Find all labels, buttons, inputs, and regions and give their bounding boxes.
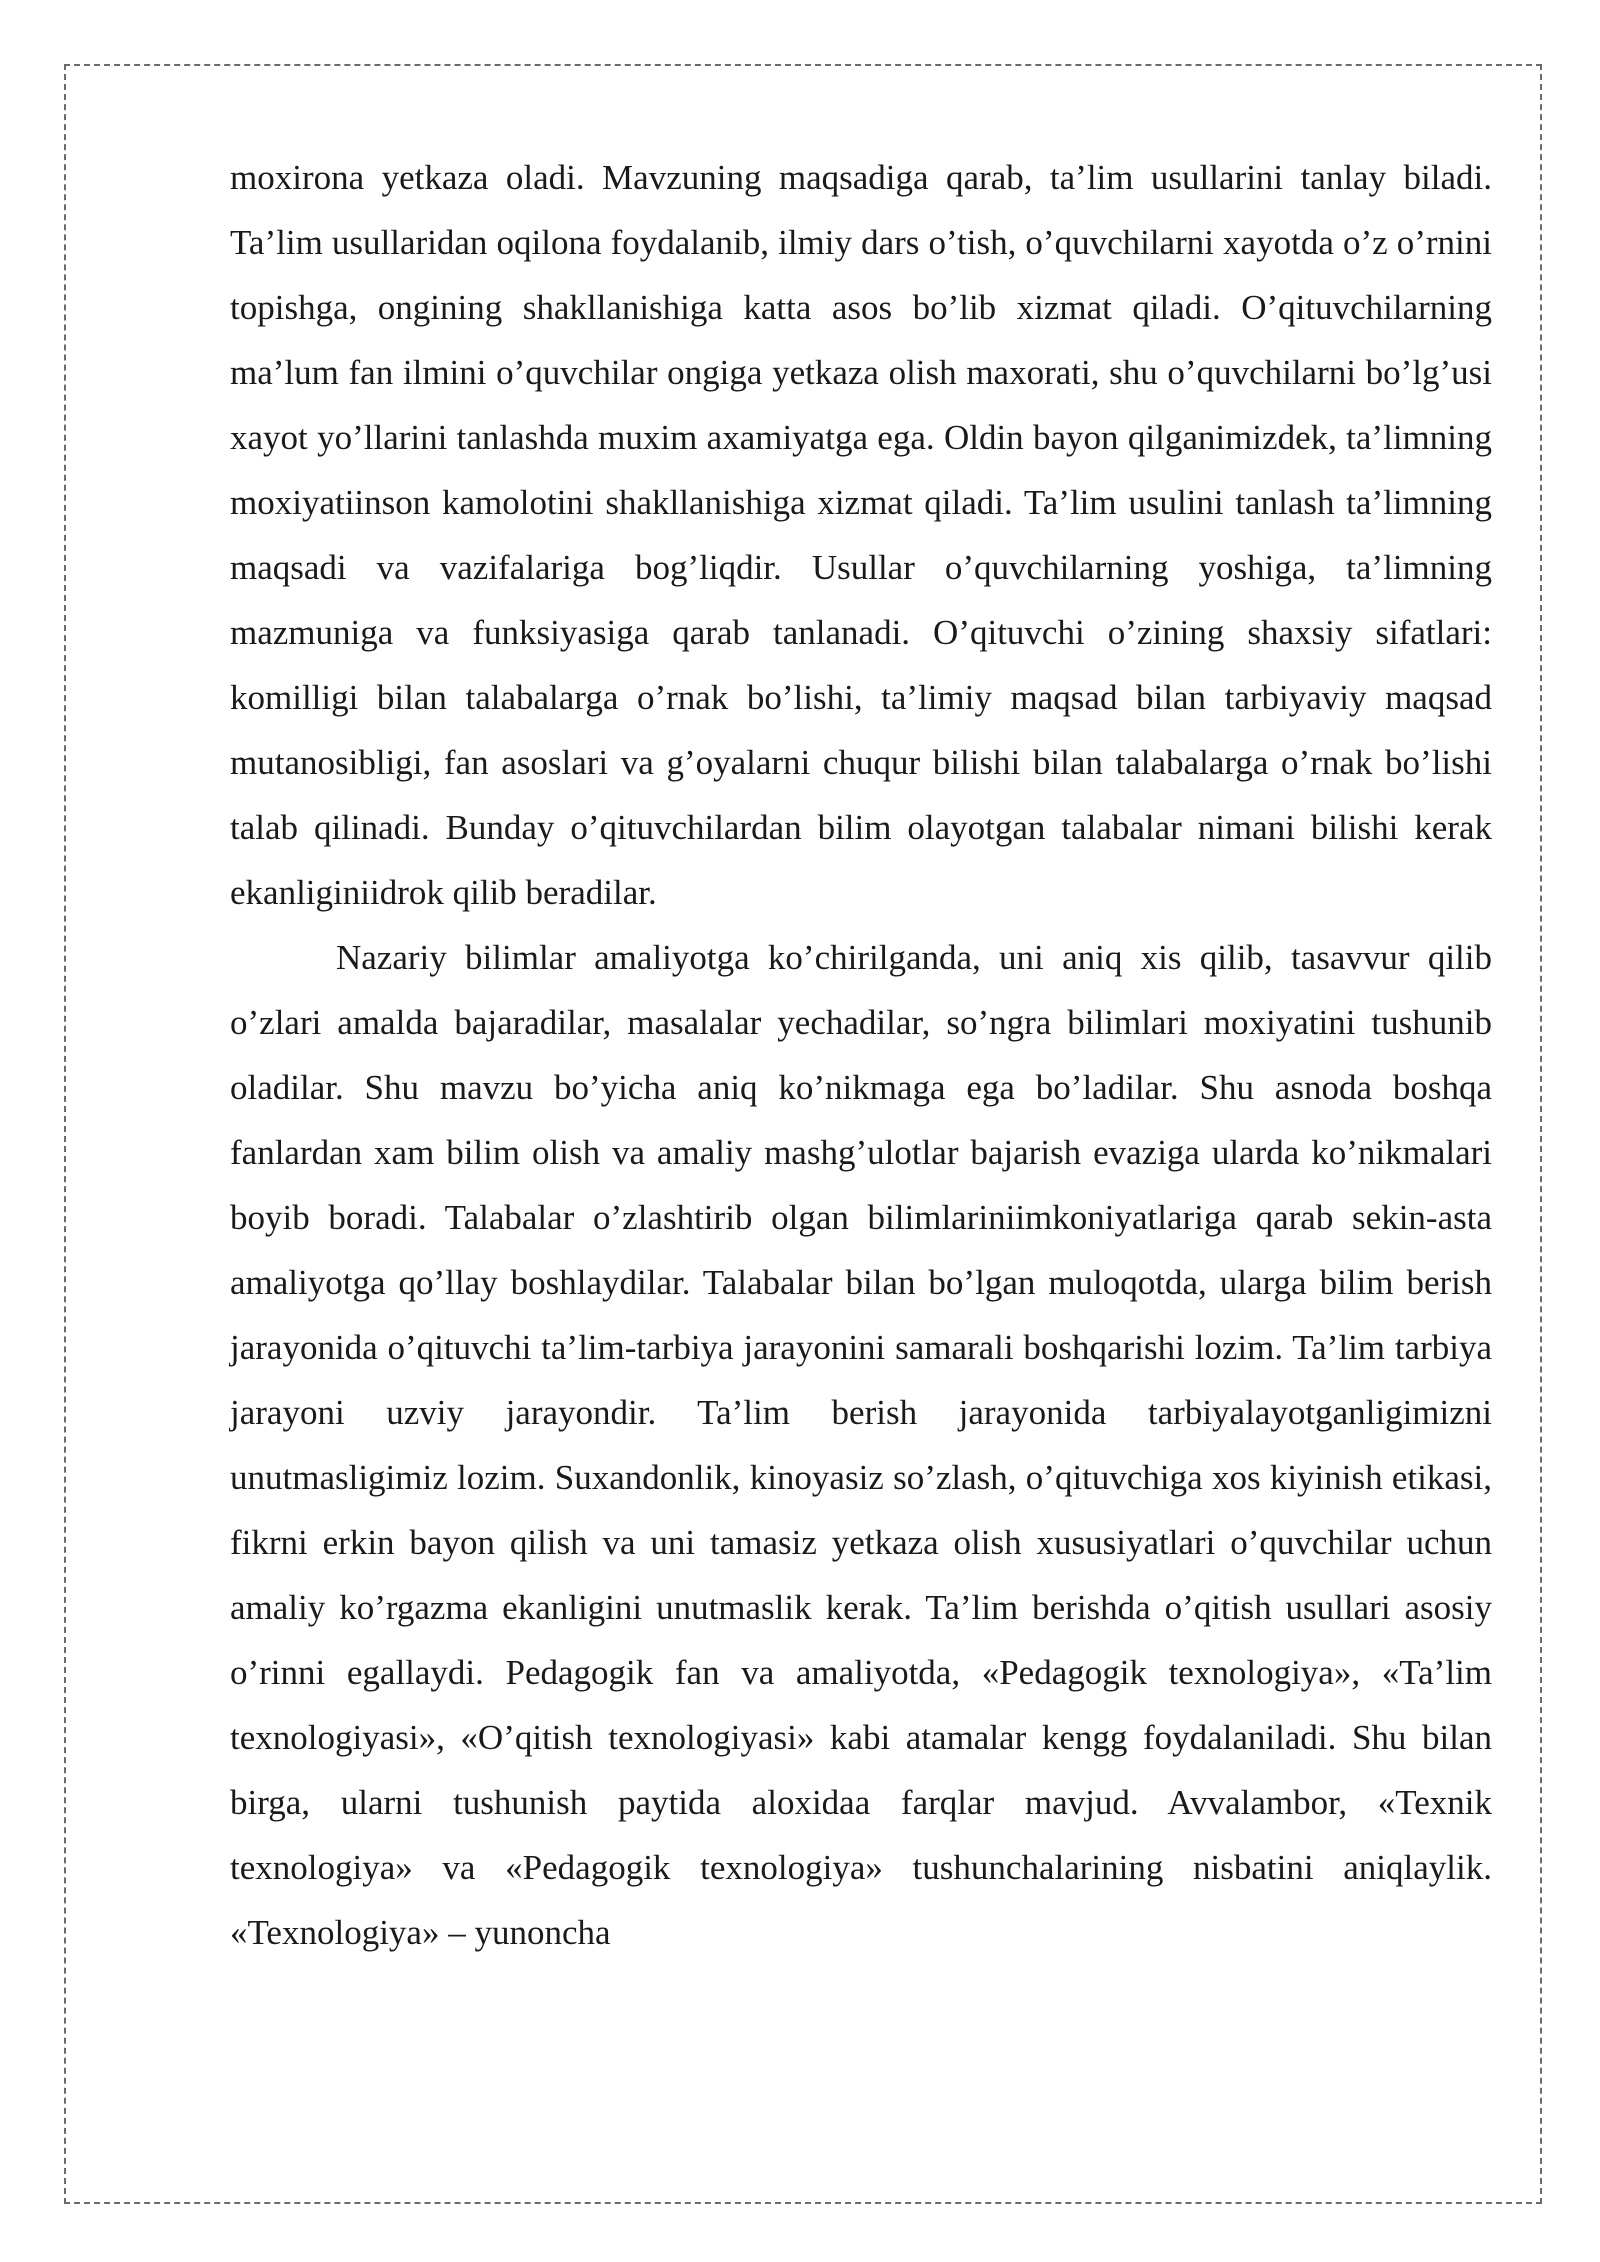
paragraph-1: moxirona yetkaza oladi. Mavzuning maqsadiga qarab, ta’lim usullarini tanlay biladi. Ta’lim usullaridan oqilona foydalanib, ilmiy dars o’tish, o’quvchilarni xayotda o’z o’rnini topishga, ongining shakllanishiga katta asos bo’lib xizmat qiladi. O’qituvchilarning ma’lum fan ilmini o’quvchilar ongiga yetkaza olish maxorati, shu o’quvchilarni bo’lg’usi xayot yo’llarini tanlashda muxim axamiyatga ega. Oldin bayon qilganimizdek, ta’limning moxiyatiinson kamolotini shakllanishiga xizmat qiladi. Ta’lim usulini tanlash ta’limning maqsadi va vazifalariga bog’liqdir. Usullar o’quvchilarning yoshiga, ta’limning mazmuniga va funksiyasiga qarab tanlanadi. O’qituvchi o’zining shaxsiy sifatlari: komilligi bilan talabalarga o’rnak bo’lishi, ta’limiy maqsad bilan tarbiyaviy maqsad mutanosibligi, fan asoslari va g’oyalarni chuqur bilishi bilan talabalarga o’rnak bo’lishi talab qilinadi. Bunday o’qituvchilardan bilim olayotgan talabalar nimani bilishi kerak ekanliginiidrok qilib beradilar.: [230, 158, 1492, 912]
document-body: [230, 145, 1492, 1965]
paragraph-2: Nazariy bilimlar amaliyotga ko’chirilganda, uni aniq xis qilib, tasavvur qilib o’zlari amalda bajaradilar, masalalar yechadilar, so’ngra bilimlari moxiyatini tushunib oladilar. Shu mavzu bo’yicha aniq ko’nikmaga ega bo’ladilar. Shu asnoda boshqa fanlardan xam bilim olish va amaliy mashg’ulotlar bajarish evaziga ularda ko’nikmalari boyib boradi. Talabalar o’zlashtirib olgan bilimlariniimkoniyatlariga qarab sekin-asta amaliyotga qo’llay boshlaydilar. Talabalar bilan bo’lgan muloqotda, ularga bilim berish jarayonida o’qituvchi ta’lim-tarbiya jarayonini samarali boshqarishi lozim. Ta’lim tarbiya jarayoni uzviy jarayondir. Ta’lim berish jarayonida tarbiyalayotganligimizni unutmasligimiz lozim. Suxandonlik, kinoyasiz so’zlash, o’qituvchiga xos kiyinish etikasi, fikrni erkin bayon qilish va uni tamasiz yetkaza olish xususiyatlari o’quvchilar uchun amaliy ko’rgazma ekanligini unutmaslik kerak. Ta’lim berishda o’qitish usullari asosiy o’rinni egallaydi. Pedagogik fan va amaliyotda, «Pedagogik texnologiya», «Ta’lim texnologiyasi», «O’qitish texnologiyasi» kabi atamalar kengg foydalaniladi. Shu bilan birga, ularni tushunish paytida aloxidaa farqlar mavjud. Avvalambor, «Texnik texnologiya» va «Pedagogik texnologiya» tushunchalarining nisbatini aniqlaylik. «Texnologiya» – yunoncha: [230, 938, 1492, 1952]
